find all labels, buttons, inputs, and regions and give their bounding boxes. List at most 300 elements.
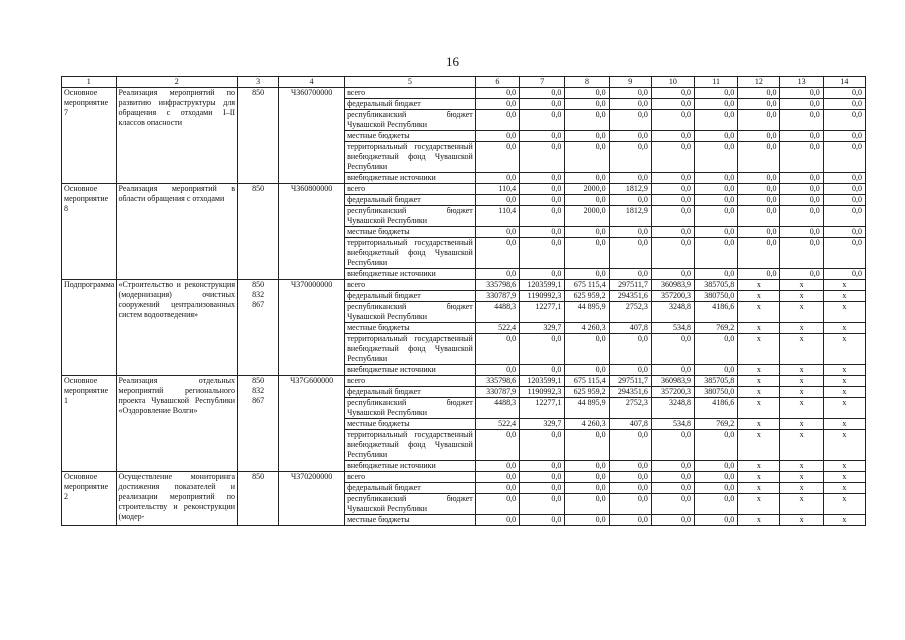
value-cell: x (780, 494, 823, 515)
grbs-cell: 850 832 867 (238, 280, 279, 376)
value-cell: 625 959,2 (565, 387, 609, 398)
value-cell: 0,0 (520, 184, 565, 195)
column-number-header: 14 (823, 77, 865, 88)
status-cell: Основное мероприятие 7 (62, 88, 117, 184)
funding-source-cell: местные бюджеты (345, 323, 476, 334)
value-cell: 0,0 (823, 195, 865, 206)
value-cell: 0,0 (609, 131, 651, 142)
value-cell: x (780, 291, 823, 302)
funding-source-cell: местные бюджеты (345, 515, 476, 526)
value-cell: 0,0 (695, 227, 738, 238)
value-cell: 0,0 (651, 206, 694, 227)
value-cell: 0,0 (780, 269, 823, 280)
value-cell: x (823, 334, 865, 365)
value-cell: 0,0 (475, 110, 519, 131)
value-cell: 0,0 (475, 494, 519, 515)
value-cell: 0,0 (695, 515, 738, 526)
value-cell: x (823, 494, 865, 515)
value-cell: 0,0 (609, 461, 651, 472)
column-number-header: 8 (565, 77, 609, 88)
funding-source-cell: внебюджетные источники (345, 461, 476, 472)
value-cell: 0,0 (738, 184, 780, 195)
value-cell: 0,0 (695, 472, 738, 483)
value-cell: 0,0 (565, 238, 609, 269)
value-cell: 380750,0 (695, 291, 738, 302)
value-cell: 0,0 (609, 88, 651, 99)
value-cell: 1812,9 (609, 206, 651, 227)
value-cell: 0,0 (651, 365, 694, 376)
funding-source-cell: республиканский бюджет Чувашской Республики (345, 110, 476, 131)
value-cell: 0,0 (475, 430, 519, 461)
value-cell: 0,0 (651, 173, 694, 184)
value-cell: 0,0 (520, 515, 565, 526)
value-cell: 534,8 (651, 323, 694, 334)
value-cell: 522,4 (475, 323, 519, 334)
value-cell: 0,0 (738, 269, 780, 280)
value-cell: x (823, 291, 865, 302)
value-cell: 0,0 (609, 227, 651, 238)
value-cell: 0,0 (609, 430, 651, 461)
funding-source-cell: республиканский бюджет Чувашской Республики (345, 302, 476, 323)
value-cell: x (738, 483, 780, 494)
value-cell: 0,0 (695, 494, 738, 515)
value-cell: x (780, 472, 823, 483)
value-cell: 0,0 (823, 131, 865, 142)
value-cell: 360983,9 (651, 280, 694, 291)
value-cell: 12277,1 (520, 302, 565, 323)
budget-code-cell: Ч370000000 (279, 280, 345, 376)
value-cell: 0,0 (695, 195, 738, 206)
value-cell: x (738, 291, 780, 302)
value-cell: 407,8 (609, 419, 651, 430)
value-cell: 360983,9 (651, 376, 694, 387)
value-cell: 0,0 (609, 365, 651, 376)
value-cell: 335798,6 (475, 376, 519, 387)
funding-source-cell: всего (345, 376, 476, 387)
value-cell: 0,0 (823, 110, 865, 131)
table-row (62, 376, 866, 387)
value-cell: 0,0 (565, 99, 609, 110)
value-cell: 0,0 (823, 184, 865, 195)
value-cell: 0,0 (695, 99, 738, 110)
value-cell: 0,0 (475, 142, 519, 173)
table-row (62, 472, 866, 483)
value-cell: x (823, 323, 865, 334)
value-cell: 0,0 (565, 195, 609, 206)
value-cell: x (780, 430, 823, 461)
value-cell: x (823, 472, 865, 483)
value-cell: 769,2 (695, 419, 738, 430)
value-cell: 0,0 (651, 88, 694, 99)
value-cell: 0,0 (565, 430, 609, 461)
status-cell: Основное мероприятие 8 (62, 184, 117, 280)
value-cell: x (738, 472, 780, 483)
funding-source-cell: местные бюджеты (345, 131, 476, 142)
value-cell: 0,0 (520, 430, 565, 461)
value-cell: 0,0 (651, 142, 694, 173)
event-name-cell: «Строительство и реконструкция (модернизация) очистных сооружений централизованных систем водоотведения» (116, 280, 237, 376)
grbs-cell: 850 832 867 (238, 376, 279, 472)
column-number-header: 4 (279, 77, 345, 88)
value-cell: 0,0 (520, 334, 565, 365)
value-cell: 0,0 (520, 238, 565, 269)
value-cell: 0,0 (565, 227, 609, 238)
grbs-cell: 850 (238, 88, 279, 184)
funding-source-cell: федеральный бюджет (345, 483, 476, 494)
value-cell: 0,0 (609, 238, 651, 269)
value-cell: 3248,8 (651, 302, 694, 323)
value-cell: 0,0 (651, 472, 694, 483)
value-cell: x (823, 461, 865, 472)
value-cell: x (738, 515, 780, 526)
value-cell: 0,0 (651, 238, 694, 269)
value-cell: x (780, 376, 823, 387)
value-cell: x (780, 302, 823, 323)
funding-source-cell: республиканский бюджет Чувашской Республики (345, 494, 476, 515)
funding-source-cell: федеральный бюджет (345, 99, 476, 110)
value-cell: 380750,0 (695, 387, 738, 398)
value-cell: 0,0 (695, 88, 738, 99)
value-cell: 0,0 (651, 461, 694, 472)
value-cell: 1190992,3 (520, 291, 565, 302)
value-cell: 0,0 (651, 195, 694, 206)
funding-source-cell: местные бюджеты (345, 227, 476, 238)
value-cell: 0,0 (609, 472, 651, 483)
funding-source-cell: всего (345, 184, 476, 195)
value-cell: 3248,8 (651, 398, 694, 419)
value-cell: 0,0 (520, 472, 565, 483)
value-cell: 0,0 (695, 173, 738, 184)
value-cell: 0,0 (823, 238, 865, 269)
value-cell: x (738, 430, 780, 461)
value-cell: 0,0 (609, 195, 651, 206)
value-cell: 385705,8 (695, 280, 738, 291)
value-cell: 675 115,4 (565, 376, 609, 387)
value-cell: 0,0 (780, 173, 823, 184)
value-cell: x (738, 334, 780, 365)
column-number-header: 10 (651, 77, 694, 88)
value-cell: 0,0 (695, 131, 738, 142)
funding-source-cell: всего (345, 472, 476, 483)
grbs-cell: 850 (238, 184, 279, 280)
value-cell: x (738, 280, 780, 291)
status-cell: Основное мероприятие 1 (62, 376, 117, 472)
value-cell: 0,0 (520, 227, 565, 238)
value-cell: 0,0 (823, 269, 865, 280)
value-cell: 0,0 (520, 461, 565, 472)
value-cell: 0,0 (695, 461, 738, 472)
value-cell: x (738, 398, 780, 419)
value-cell: 0,0 (651, 227, 694, 238)
value-cell: 0,0 (475, 365, 519, 376)
funding-source-cell: территориальный государственный внебюджетный фонд Чувашской Республики (345, 334, 476, 365)
value-cell: 2000,0 (565, 206, 609, 227)
value-cell: x (823, 387, 865, 398)
value-cell: 2752,3 (609, 302, 651, 323)
funding-source-cell: внебюджетные источники (345, 173, 476, 184)
value-cell: 0,0 (475, 483, 519, 494)
value-cell: 0,0 (695, 269, 738, 280)
value-cell: 4 260,3 (565, 419, 609, 430)
value-cell: 4186,6 (695, 398, 738, 419)
value-cell: 0,0 (609, 483, 651, 494)
value-cell: 0,0 (520, 88, 565, 99)
event-name-cell: Реализация мероприятий по развитию инфраструктуры для обращения с отходами I–II классов опасности (116, 88, 237, 184)
value-cell: x (780, 419, 823, 430)
value-cell: 0,0 (738, 142, 780, 173)
value-cell: 0,0 (475, 515, 519, 526)
column-number-header: 1 (62, 77, 117, 88)
column-number-header: 6 (475, 77, 519, 88)
value-cell: 0,0 (695, 238, 738, 269)
value-cell: 4 260,3 (565, 323, 609, 334)
value-cell: 534,8 (651, 419, 694, 430)
value-cell: x (780, 461, 823, 472)
value-cell: 0,0 (695, 430, 738, 461)
value-cell: 329,7 (520, 323, 565, 334)
value-cell: 0,0 (520, 494, 565, 515)
value-cell: 0,0 (565, 110, 609, 131)
value-cell: 0,0 (651, 131, 694, 142)
value-cell: x (738, 494, 780, 515)
value-cell: 0,0 (780, 110, 823, 131)
funding-source-cell: территориальный государственный внебюджетный фонд Чувашской Республики (345, 238, 476, 269)
value-cell: 0,0 (609, 110, 651, 131)
value-cell: 0,0 (609, 99, 651, 110)
value-cell: 0,0 (651, 99, 694, 110)
value-cell: 0,0 (520, 483, 565, 494)
value-cell: 0,0 (738, 206, 780, 227)
value-cell: 297511,7 (609, 376, 651, 387)
value-cell: 44 895,9 (565, 302, 609, 323)
value-cell: x (780, 365, 823, 376)
funding-source-cell: федеральный бюджет (345, 387, 476, 398)
value-cell: x (823, 280, 865, 291)
value-cell: 0,0 (475, 227, 519, 238)
value-cell: x (738, 302, 780, 323)
value-cell: 0,0 (475, 88, 519, 99)
value-cell: 0,0 (780, 99, 823, 110)
value-cell: 0,0 (609, 173, 651, 184)
value-cell: 0,0 (823, 88, 865, 99)
value-cell: 0,0 (823, 99, 865, 110)
value-cell: 330787,9 (475, 291, 519, 302)
value-cell: 0,0 (651, 430, 694, 461)
value-cell: 769,2 (695, 323, 738, 334)
grbs-cell: 850 (238, 472, 279, 526)
value-cell: 0,0 (823, 173, 865, 184)
value-cell: 0,0 (565, 334, 609, 365)
value-cell: x (738, 365, 780, 376)
value-cell: 0,0 (520, 269, 565, 280)
value-cell: x (823, 365, 865, 376)
value-cell: 0,0 (609, 269, 651, 280)
value-cell: 0,0 (780, 195, 823, 206)
value-cell: 0,0 (695, 206, 738, 227)
value-cell: 0,0 (565, 494, 609, 515)
funding-source-cell: республиканский бюджет Чувашской Республики (345, 398, 476, 419)
column-number-header: 12 (738, 77, 780, 88)
budget-table (61, 76, 866, 526)
value-cell: 0,0 (651, 269, 694, 280)
table-row (62, 280, 866, 291)
value-cell: x (738, 461, 780, 472)
value-cell: 0,0 (780, 142, 823, 173)
column-number-header: 11 (695, 77, 738, 88)
value-cell: 0,0 (823, 206, 865, 227)
value-cell: 357200,3 (651, 291, 694, 302)
value-cell: 330787,9 (475, 387, 519, 398)
event-name-cell: Осуществление мониторинга достижения показателей и реализации мероприятий по строительству и реконструкции (модер- (116, 472, 237, 526)
budget-code-cell: Ч360800000 (279, 184, 345, 280)
event-name-cell: Реализация мероприятий в области обращения с отходами (116, 184, 237, 280)
value-cell: 0,0 (475, 99, 519, 110)
funding-source-cell: федеральный бюджет (345, 291, 476, 302)
value-cell: 407,8 (609, 323, 651, 334)
value-cell: 0,0 (780, 227, 823, 238)
value-cell: 0,0 (475, 334, 519, 365)
status-cell: Подпрограмма (62, 280, 117, 376)
value-cell: 0,0 (475, 195, 519, 206)
value-cell: 0,0 (520, 142, 565, 173)
value-cell: 0,0 (695, 142, 738, 173)
value-cell: 0,0 (609, 494, 651, 515)
funding-source-cell: всего (345, 280, 476, 291)
column-number-header: 5 (345, 77, 476, 88)
funding-source-cell: внебюджетные источники (345, 365, 476, 376)
value-cell: x (823, 398, 865, 419)
funding-source-cell: внебюджетные источники (345, 269, 476, 280)
value-cell: 0,0 (738, 195, 780, 206)
value-cell: 0,0 (651, 334, 694, 365)
funding-source-cell: федеральный бюджет (345, 195, 476, 206)
value-cell: 0,0 (565, 515, 609, 526)
value-cell: 294351,6 (609, 387, 651, 398)
value-cell: 0,0 (609, 515, 651, 526)
funding-source-cell: местные бюджеты (345, 419, 476, 430)
value-cell: 0,0 (651, 110, 694, 131)
value-cell: 0,0 (823, 227, 865, 238)
column-number-header: 2 (116, 77, 237, 88)
value-cell: 0,0 (609, 142, 651, 173)
value-cell: x (780, 280, 823, 291)
page-number: 16 (446, 54, 459, 69)
value-cell: 0,0 (565, 483, 609, 494)
budget-code-cell: Ч370200000 (279, 472, 345, 526)
table-row (62, 88, 866, 99)
value-cell: 0,0 (565, 472, 609, 483)
value-cell: x (780, 323, 823, 334)
value-cell: 1203599,1 (520, 376, 565, 387)
value-cell: 0,0 (475, 238, 519, 269)
value-cell: 0,0 (565, 269, 609, 280)
value-cell: 0,0 (565, 173, 609, 184)
value-cell: 0,0 (738, 227, 780, 238)
value-cell: 0,0 (780, 131, 823, 142)
value-cell: 0,0 (565, 461, 609, 472)
value-cell: 0,0 (780, 184, 823, 195)
value-cell: 329,7 (520, 419, 565, 430)
value-cell: 0,0 (780, 238, 823, 269)
value-cell: 1812,9 (609, 184, 651, 195)
value-cell: x (738, 387, 780, 398)
value-cell: 357200,3 (651, 387, 694, 398)
value-cell: 2000,0 (565, 184, 609, 195)
value-cell: 0,0 (565, 88, 609, 99)
value-cell: 0,0 (823, 142, 865, 173)
value-cell: 2752,3 (609, 398, 651, 419)
column-numbers-row (62, 77, 866, 88)
budget-code-cell: Ч360700000 (279, 88, 345, 184)
column-number-header: 13 (780, 77, 823, 88)
value-cell: 0,0 (475, 269, 519, 280)
value-cell: 0,0 (520, 110, 565, 131)
value-cell: 522,4 (475, 419, 519, 430)
value-cell: 0,0 (475, 472, 519, 483)
value-cell: 335798,6 (475, 280, 519, 291)
value-cell: x (780, 483, 823, 494)
value-cell: 0,0 (738, 110, 780, 131)
table-body (62, 88, 866, 526)
value-cell: x (780, 334, 823, 365)
funding-source-cell: всего (345, 88, 476, 99)
value-cell: x (780, 398, 823, 419)
value-cell: x (738, 323, 780, 334)
value-cell: 4488,3 (475, 302, 519, 323)
value-cell: 0,0 (651, 483, 694, 494)
value-cell: 0,0 (780, 88, 823, 99)
value-cell: 0,0 (475, 461, 519, 472)
value-cell: x (823, 376, 865, 387)
column-number-header: 7 (520, 77, 565, 88)
value-cell: 1203599,1 (520, 280, 565, 291)
value-cell: x (780, 515, 823, 526)
value-cell: x (738, 419, 780, 430)
value-cell: 0,0 (520, 206, 565, 227)
status-cell: Основное мероприятие 2 (62, 472, 117, 526)
value-cell: 0,0 (565, 142, 609, 173)
value-cell: 0,0 (738, 88, 780, 99)
value-cell: 4186,6 (695, 302, 738, 323)
value-cell: 0,0 (695, 483, 738, 494)
value-cell: 0,0 (475, 131, 519, 142)
value-cell: 0,0 (475, 173, 519, 184)
value-cell: x (823, 430, 865, 461)
value-cell: x (780, 387, 823, 398)
value-cell: 0,0 (565, 365, 609, 376)
column-number-header: 3 (238, 77, 279, 88)
column-number-header: 9 (609, 77, 651, 88)
value-cell: 0,0 (651, 515, 694, 526)
value-cell: 0,0 (738, 173, 780, 184)
value-cell: x (738, 376, 780, 387)
event-name-cell: Реализация отдельных мероприятий регионального проекта Чувашской Республики «Оздоровление Волги» (116, 376, 237, 472)
budget-code-cell: Ч37G600000 (279, 376, 345, 472)
value-cell: 110,4 (475, 206, 519, 227)
value-cell: 385705,8 (695, 376, 738, 387)
value-cell: 1190992,3 (520, 387, 565, 398)
value-cell: 0,0 (520, 173, 565, 184)
value-cell: 0,0 (565, 131, 609, 142)
value-cell: 0,0 (520, 131, 565, 142)
value-cell: 0,0 (695, 365, 738, 376)
value-cell: 0,0 (738, 238, 780, 269)
funding-source-cell: территориальный государственный внебюджетный фонд Чувашской Республики (345, 430, 476, 461)
value-cell: 0,0 (520, 195, 565, 206)
value-cell: 0,0 (738, 99, 780, 110)
value-cell: 110,4 (475, 184, 519, 195)
value-cell: 0,0 (695, 184, 738, 195)
